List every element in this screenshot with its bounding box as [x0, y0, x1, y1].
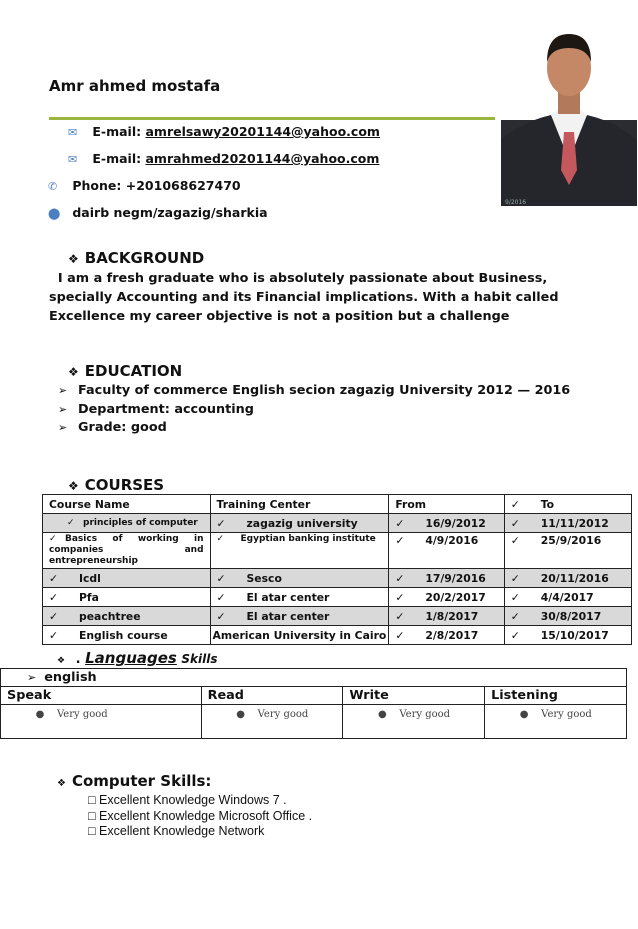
check-icon: ✓	[216, 590, 226, 604]
computer-skills-heading: ❖ Computer Skills:	[57, 772, 212, 790]
check-icon: ✓	[510, 590, 520, 604]
check-icon: ✓	[67, 518, 75, 528]
courses-header-row	[43, 495, 632, 514]
languages-header-row	[1, 687, 627, 705]
email-line-1	[68, 124, 380, 139]
check-icon: ✓	[49, 590, 59, 604]
person-name: Amr ahmed mostafa	[49, 77, 221, 95]
check-icon: ✓	[510, 628, 520, 642]
bullet-icon: ●	[35, 709, 45, 720]
check-icon: ✓	[395, 534, 405, 547]
email-line-2	[68, 151, 379, 166]
check-icon: ✓	[216, 516, 226, 530]
arrow-bullet-icon: ➢	[58, 403, 68, 416]
header-speak: Speak	[1, 687, 202, 705]
bullet-icon: ●	[378, 709, 387, 720]
courses-heading: ❖ COURSES	[68, 476, 165, 494]
arrow-bullet-icon: ➢	[27, 671, 37, 684]
language-name-cell: ➢ english	[1, 669, 627, 687]
computer-skill-item: □ Excellent Knowledge Windows 7 .	[88, 793, 287, 807]
check-icon: ✓	[395, 516, 405, 530]
email-link-2[interactable]: amrahmed20201144@yahoo.com	[145, 151, 380, 166]
check-icon: ✓	[510, 516, 520, 530]
education-item: ➢ Grade: good	[58, 420, 167, 435]
phone-label: Phone:	[72, 178, 122, 193]
table-row: ✓ peachtree ✓ El atar center ✓ 1/8/2017 ✓ 30/8/2017	[43, 607, 632, 626]
address: dairb negm/zagazig/sharkia	[72, 205, 268, 220]
background-text: I am a fresh graduate who is absolutely passionate about Business, specially Accounting and its Financial implications. With a habit called Excellence my career objective is not a position but a challenge	[49, 271, 559, 324]
check-icon: ✓	[49, 609, 59, 623]
education-item: ➢ Department: accounting	[58, 402, 254, 417]
check-icon: ✓	[216, 534, 225, 544]
phone-line	[48, 178, 241, 193]
diamond-bullet-icon: ❖	[57, 778, 66, 789]
arrow-bullet-icon: ➢	[58, 384, 68, 397]
table-row: ✓ English course American University in Cairo ✓ 2/8/2017 ✓ 15/10/2017	[43, 626, 632, 645]
diamond-bullet-icon: ❖	[68, 252, 79, 266]
table-row: ✓ Basics of working in companies and entrepreneurship ✓ Egyptian banking institute ✓ 4/9/2016 ✓ 25/9/2016	[43, 533, 632, 569]
languages-table	[0, 668, 627, 739]
check-icon: ✓	[49, 628, 59, 642]
languages-heading: ❖ . Languages Skills	[57, 649, 218, 667]
table-row: ✓ Pfa ✓ El atar center ✓ 20/2/2017 ✓ 4/4/2017	[43, 588, 632, 607]
header-read: Read	[201, 687, 343, 705]
check-icon: ✓	[216, 609, 226, 623]
bullet-icon: ●	[519, 709, 529, 720]
computer-skill-item: □ Excellent Knowledge Network	[88, 824, 265, 838]
header-rule	[49, 117, 495, 120]
diamond-bullet-icon: ❖	[57, 656, 66, 666]
header-course-name: Course Name	[43, 495, 211, 514]
bullet-icon: ●	[236, 709, 245, 720]
envelope-icon: ✉	[68, 153, 78, 166]
envelope-icon: ✉	[68, 126, 78, 139]
location-pin-icon: ⬤	[48, 207, 61, 220]
table-row: ✓ principles of computer ✓ zagazig university ✓ 16/9/2012 ✓ 11/11/2012	[43, 514, 632, 533]
check-icon: ✓	[395, 628, 405, 642]
check-icon: ✓	[395, 590, 405, 604]
check-icon: ✓	[395, 571, 405, 585]
header-from: From	[389, 495, 504, 514]
education-item: ➢ Faculty of commerce English secion zagazig University 2012 — 2016	[58, 383, 571, 398]
profile-photo	[501, 10, 637, 206]
check-icon: ✓	[395, 609, 405, 623]
check-icon: ✓	[510, 571, 520, 585]
check-icon: ✓	[49, 534, 57, 544]
languages-level-row: ● Very good ● Very good ● Very good ● Very good	[1, 705, 627, 739]
check-icon: ✓	[510, 497, 520, 511]
header-to: ✓ To	[504, 495, 631, 514]
computer-skill-item: □ Excellent Knowledge Microsoft Office .	[88, 809, 313, 823]
courses-table	[42, 494, 632, 645]
check-icon: ✓	[510, 534, 520, 547]
diamond-bullet-icon: ❖	[68, 365, 79, 379]
header-listening: Listening	[485, 687, 627, 705]
arrow-bullet-icon: ➢	[58, 421, 68, 434]
email-label: E-mail:	[92, 124, 142, 139]
education-heading: ❖ EDUCATION	[68, 362, 183, 380]
diamond-bullet-icon: ❖	[68, 479, 79, 493]
phone-number: +201068627470	[125, 178, 241, 193]
phone-icon: ✆	[48, 180, 58, 193]
table-row: ✓ Icdl ✓ Sesco ✓ 17/9/2016 ✓ 20/11/2016	[43, 569, 632, 588]
email-link-1[interactable]: amrelsawy20201144@yahoo.com	[145, 124, 380, 139]
address-line	[48, 205, 268, 220]
check-icon: ✓	[216, 571, 226, 585]
background-heading: ❖ BACKGROUND	[68, 249, 205, 267]
check-icon: ✓	[510, 609, 520, 623]
email-label: E-mail:	[92, 151, 142, 166]
header-training-center: Training Center	[210, 495, 389, 514]
check-icon: ✓	[49, 571, 59, 585]
header-write: Write	[343, 687, 485, 705]
photo-caption: 9/2016	[505, 199, 527, 206]
